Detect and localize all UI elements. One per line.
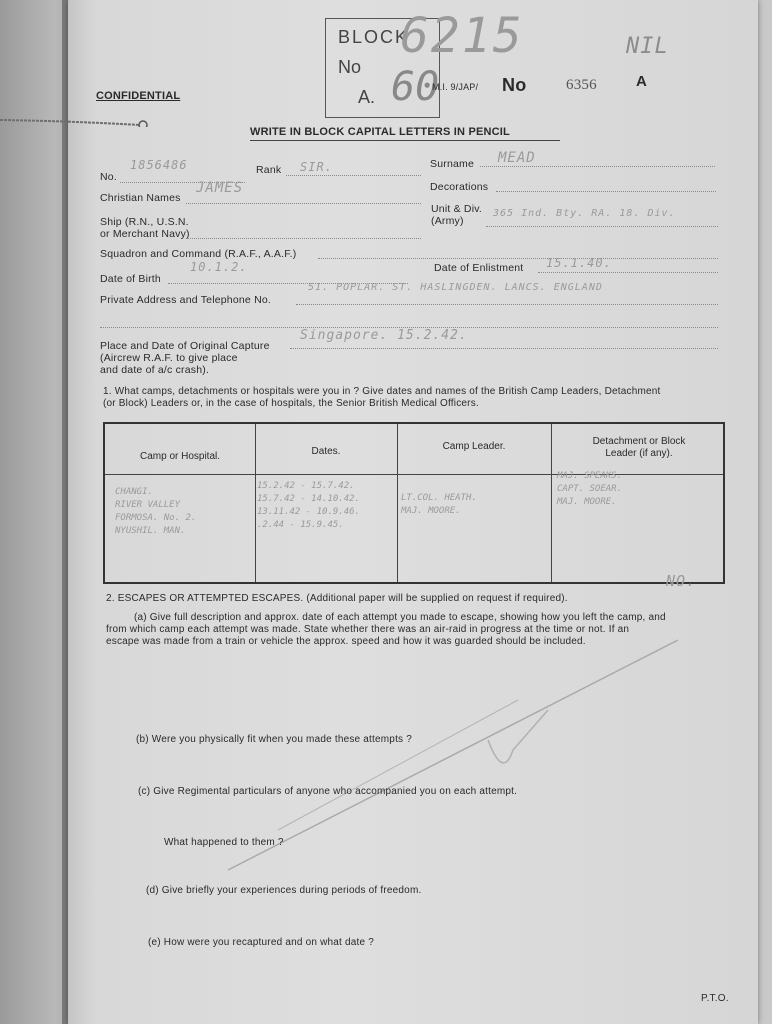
capture-label-2: (Aircrew R.A.F. to give place [100, 352, 238, 364]
enlistment-line [538, 272, 718, 273]
unit-value: 365 Ind. Bty. RA. 18. Div. [493, 208, 676, 219]
unit-label-2: (Army) [431, 215, 464, 227]
instruction-underline [250, 140, 560, 141]
detachment-cell: MAJ. SPEAKS. CAPT. SOEAR. MAJ. MOORE. [557, 471, 623, 507]
instruction-heading: WRITE IN BLOCK CAPITAL LETTERS IN PENCIL [250, 126, 510, 138]
question-2c-text: (c) Give Regimental particulars of anyone who accompanied you on each attempt. [138, 786, 518, 797]
unit-line [486, 226, 718, 227]
confidential-label: CONFIDENTIAL [96, 90, 181, 102]
ship-label: Ship (R.N., U.S.N. [100, 216, 189, 228]
decorations-label: Decorations [430, 181, 489, 193]
stamp-handwritten-number: 60 [391, 64, 440, 110]
form-number: 6356 [566, 77, 597, 93]
camps-cell: CHANGI. RIVER VALLEY FORMOSA. No. 2. NYUSHIL. MAN. [115, 487, 197, 536]
form-reference: M.I. 9/JAP/ [432, 82, 479, 92]
cross-out-pencil-stroke [218, 630, 688, 880]
question-2a-text-3: escape was made from a train or vehicle the approx. speed and how it was guarded should be included. [106, 636, 586, 647]
stamp-line-2: No [338, 57, 362, 77]
capture-value: Singapore. 15.2.42. [300, 328, 468, 343]
tag-string [0, 115, 150, 127]
christian-names-value: JAMES [196, 180, 244, 196]
dob-value: 10.1.2. [190, 260, 248, 274]
question-2c-subtext: What happened to them ? [164, 837, 284, 848]
decorations-line [496, 191, 716, 192]
christian-names-label: Christian Names [100, 192, 181, 204]
surname-label: Surname [430, 158, 475, 170]
capture-label-3: and date of a/c crash). [100, 364, 210, 376]
col-header-detachment-2: Leader (if any). [605, 448, 673, 459]
dates-cell: 15.2.42 - 15.7.42. 15.7.42 - 14.10.42. 13.11.42 - 10.9.46. .2.44 - 15.9.45. [257, 481, 360, 530]
camps-table [103, 422, 725, 584]
nil-handwritten: NIL [626, 34, 669, 59]
form-page [68, 0, 758, 1024]
squadron-label: Squadron and Command (R.A.F., A.A.F.) [100, 248, 297, 260]
enlistment-label: Date of Enlistment [434, 262, 524, 274]
col-header-detachment: Detachment or Block [592, 436, 686, 447]
question-1-text-2: (or Block) Leaders or, in the case of hospitals, the Senior British Medical Officers. [103, 398, 479, 409]
leaders-cell: LT.COL. HEATH. MAJ. MOORE. [401, 493, 477, 516]
number-label: No [502, 75, 527, 95]
question-2-answer: NO. [666, 572, 697, 590]
surname-value: MEAD [498, 150, 536, 166]
capture-line [290, 348, 718, 349]
enlistment-value: 15.1.40. [546, 256, 612, 270]
ship-label-2: or Merchant Navy) [100, 228, 190, 240]
no-label: No. [100, 171, 117, 183]
christian-names-line [186, 203, 421, 204]
dob-label: Date of Birth [100, 273, 161, 285]
col-header-camp-leader: Camp Leader. [442, 441, 506, 452]
surname-line [480, 166, 715, 167]
stamp-line-3: A. [358, 87, 376, 107]
reference-handwritten: 6215 [400, 8, 524, 64]
question-1-text: 1. What camps, detachments or hospitals were you in ? Give dates and names of the British Camp Leaders, Detachment [103, 386, 661, 397]
address-label: Private Address and Telephone No. [100, 294, 272, 306]
question-2d-text: (d) Give briefly your experiences during periods of freedom. [146, 885, 422, 896]
rank-line [286, 175, 421, 176]
question-2a-text: (a) Give full description and approx. date of each attempt you made to escape, showing how you left the camp, and [134, 612, 666, 623]
address-line [296, 304, 718, 305]
capture-label: Place and Date of Original Capture [100, 340, 270, 352]
question-2b-text: (b) Were you physically fit when you made these attempts ? [136, 734, 412, 745]
unit-label: Unit & Div. [431, 203, 483, 215]
stamp-line-1: BLOCK [338, 27, 410, 47]
ship-line [188, 238, 421, 239]
rank-value: SIR. [300, 160, 333, 174]
question-2a-text-2: from which camp each attempt was made. State whether there was an air-raid in progress at the time or not. If an [106, 624, 630, 635]
form-suffix: A [636, 73, 648, 90]
address-value: 51. POPLAR. ST. HASLINGDEN. LANCS. ENGLAND [308, 282, 603, 293]
squadron-line [318, 258, 718, 259]
col-header-camp: Camp or Hospital. [139, 451, 221, 462]
table-header-divider [105, 474, 723, 475]
no-value: 1856486 [130, 158, 188, 172]
rank-label: Rank [256, 164, 282, 176]
col-header-dates: Dates. [311, 446, 341, 457]
question-2-title: 2. ESCAPES OR ATTEMPTED ESCAPES. (Additional paper will be supplied on request if required). [106, 593, 568, 604]
pto-label: P.T.O. [701, 993, 729, 1004]
question-2e-text: (e) How were you recaptured and on what date ? [148, 937, 374, 948]
